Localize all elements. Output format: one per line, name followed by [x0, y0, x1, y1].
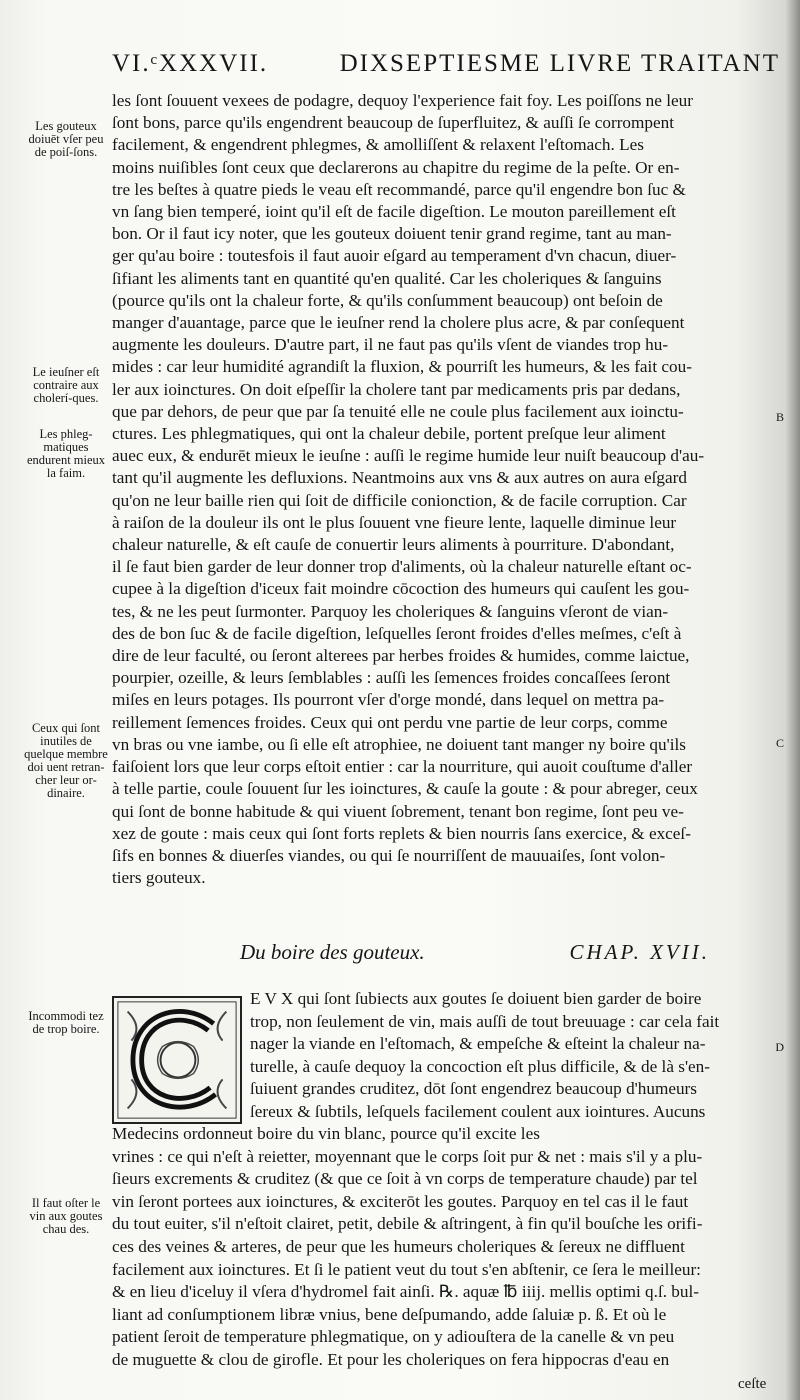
text-line: miſes en leurs potages. Ils pourront vſer d'orge mondé, dans lequel on mettra pa- [112, 690, 665, 710]
chapter-17-continued-text [112, 1123, 772, 1372]
text-line: du tout euiter, s'il n'eſtoit clairet, petit, debile & aſtringent, à fin qu'il bouſche les orifi- [112, 1214, 703, 1234]
text-line: ler aux ioinctures. On doit eſpeſſir la cholere tant par medicaments pris par dedans, [112, 379, 681, 399]
text-line: E V X qui ſont ſubiects aux goutes ſe doiuent bien garder de boire [250, 989, 702, 1008]
text-line: trop, non ſeulement de vin, mais auſſi de tout breuuage : car cela fait [250, 1011, 720, 1031]
text-line: à telle partie, coule ſouuent ſur les ioinctures, & cauſe la goute : & pour abreger, ceux [112, 779, 698, 799]
text-line: ſuiuent grandes cruditez, dōt ſont engendrez beaucoup d'humeurs [250, 1079, 697, 1099]
text-line: ſieurs excrements & cruditez (& que ce ſoit à vn corps de temperature chaude) par tel [112, 1169, 698, 1189]
text-line: vin ſeront portees aux ioinctures, & exciterōt les goutes. Parquoy en tel cas il le faut [112, 1191, 689, 1211]
folio-number: VI.ᶜXXXVII. [112, 50, 269, 77]
margin-note: Le ieuſner eſt contraire aux cholerí-ques. [32, 365, 100, 405]
text-line: turelle, à cauſe dequoy la concoction eſt plus difficile, & de là s'en- [250, 1056, 710, 1076]
chapter-title: Du boire des gouteux. [240, 940, 425, 964]
side-letter: C [775, 736, 784, 750]
text-line: nager la viande en l'eſtomach, & empeſche & eſteint la chaleur na- [250, 1034, 706, 1054]
text-line: & en lieu d'iceluy il vſera d'hydromel fait ainſi. ℞. aquæ ℔ iiij. mellis optimi q.ſ. bul- [112, 1282, 699, 1302]
text-line: vn ſang bien temperé, ioint qu'il eſt de facile digeſtion. Le mouton pareillement eſt [112, 202, 676, 222]
chapter-heading [240, 940, 710, 965]
text-line: facilement, & engendrent phlegmes, & amolliſſent & relaxent l'eſtomach. Les [112, 135, 644, 155]
section-1-text [112, 90, 767, 889]
text-line: auec eux, & endurēt mieux le ieuſne : auſſi le regime humide leur nuiſt beaucoup d'au- [112, 446, 705, 466]
text-line: tiers gouteux. [112, 868, 206, 888]
chapter-number: CHAP. XVII. [569, 940, 710, 964]
text-line: dire de leur faculté, ou ſeront alterees par herbes froides & humides, comme laictue, [112, 646, 690, 666]
side-letter: D [775, 1040, 784, 1054]
text-line: bon. Or il faut icy noter, que les gouteux doiuent tenir grand regime, tant au man- [112, 224, 672, 244]
ornament-icon [114, 998, 240, 1122]
text-line: ſifiant les aliments tant en quantité qu'en qualité. Car les choleriques & ſanguins [112, 268, 662, 288]
text-line: augmente les douleurs. D'autre part, il ne faut pas qu'ils vſent de viandes trop hu- [112, 335, 669, 355]
text-line: (pource qu'ils ont la chaleur forte, & qu'ils conſumment beaucoup) ont beſoin de [112, 290, 663, 310]
text-line: ces des veines & arteres, de peur que les humeurs choleriques & ſereux ne diffluent [112, 1236, 685, 1256]
running-title: DIXSEPTIESME LIVRE TRAITANT [339, 50, 780, 77]
text-line: faiſoient lors que leur corps eſtoit entier : car la nourriture, qui auoit couſtume d'aller [112, 757, 693, 777]
chapter-17-opening-text [250, 988, 770, 1124]
text-line: ſont bons, parce qu'ils engendrent beaucoup de ſuperfluitez, & auſſi ſe corrompent [112, 113, 674, 133]
text-line: que par dehors, de peur que par ſa tenuité elle ne coule plus facilement aux ioinctu- [112, 401, 684, 421]
margin-note: Il faut oſter le vin aux goutes chau des. [29, 1196, 103, 1236]
text-line: ger qu'au boire : toutesfois il faut auoir eſgard au temperament d'vn chacun, diuer- [112, 246, 677, 266]
margin-note: Ceux qui ſont inutiles de quelque membre doi uent retran-cher leur or-dinaire. [24, 721, 108, 800]
margin-note: Les gouteux doiuēt vſer peu de poiſ-ſons. [28, 119, 104, 159]
text-line: les ſont ſouuent vexees de podagre, dequoy l'experience fait foy. Les poiſſons ne leur [112, 91, 693, 110]
text-line: reillement ſemences froides. Ceux qui ont perdu vne partie de leur corps, comme [112, 712, 668, 732]
book-binding-edge [786, 0, 800, 1400]
text-line: mides : car leur humidité agrandiſt la fluxion, & pourriſt les humeurs, & les fait cou- [112, 357, 692, 377]
text-line: moins nuiſibles ſont ceux que declarerons au chapitre du regime de la peſte. Or en- [112, 157, 680, 177]
text-line: ctures. Les phlegmatiques, qui ont la chaleur debile, portent preſque leur aliment [112, 424, 666, 444]
text-line: xez de goute : mais ceux qui ſont forts replets & bien nourris ſans exercice, & exceſ- [112, 823, 691, 843]
text-line: tes, & ne les peut ſurmonter. Parquoy les choleriques & ſanguins vſeront de vian- [112, 601, 669, 621]
text-line: qu'on ne leur baille rien qui ſoit de difficile conionction, & de facile corruption. Car [112, 490, 687, 510]
running-head [112, 50, 780, 78]
text-line: cupee à la digeſtion d'iceux fait moindre cōcoction des humeurs qui cauſent les gou- [112, 579, 690, 599]
text-line: de muguette & clou de girofle. Et pour les choleriques on fera hippocras d'eau en [112, 1349, 670, 1369]
text-line: pourpier, ozeille, & leurs ſemblables : auſſi les ſemences froides concaſſees ſeront [112, 668, 671, 688]
text-line: facilement aux ioinctures. Et ſi le patient veut du tout s'en abſtenir, ce ſera le meilleur: [112, 1259, 701, 1279]
text-line: il ſe faut bien garder de leur donner trop d'aliments, où la chaleur naturelle eſtant oc- [112, 557, 692, 577]
side-letter: B [775, 410, 784, 424]
text-line: vrines : ce qui n'eſt à reietter, moyennant que le corps ſoit pur & net : mais s'il y a plu- [112, 1146, 703, 1166]
text-line: à raiſon de la douleur ils ont le plus ſouuent vne fieure lente, laquelle diminue leur [112, 512, 677, 532]
catchword: ceſte [738, 1376, 767, 1392]
text-line: liant ad conſumptionem libræ vnius, bene deſpumando, adde ſaluiæ p. ß. Et où le [112, 1304, 667, 1324]
text-line: ſifs en bonnes & diuerſes viandes, ou qui ſe nourriſſent de mauuaiſes, ſont volon- [112, 845, 666, 865]
decorated-initial-c [112, 996, 242, 1124]
margin-note: Les phleg-matiques endurent mieux la faim. [26, 427, 106, 480]
text-line: tant qu'il augmente les defluxions. Neantmoins aux vns & aux autres on aura eſgard [112, 468, 687, 488]
text-line: chaleur naturelle, & eſt cauſe de conuertir leurs aliments à pourriture. D'abondant, [112, 535, 675, 555]
text-line: vn bras ou vne iambe, ou ſi elle eſt atrophiee, ne doiuent tant manger ny boire qu'ils [112, 734, 686, 754]
text-line: tre les beſtes à quatre pieds le veau eſt recommandé, parce qu'il engendre bon ſuc & [112, 179, 686, 199]
text-line: Medecins ordonneut boire du vin blanc, pource qu'il excite les [112, 1124, 540, 1143]
text-line: ſereux & ſubtils, leſquels facilement coulent aux iointures. Aucuns [250, 1101, 706, 1121]
text-line: qui ſont de bonne habitude & qui viuent ſobrement, tenant bon regime, ſont peu ve- [112, 801, 684, 821]
text-line: patient ſeroit de temperature phlegmatique, on y adiouſtera de la canelle & vn peu [112, 1327, 675, 1347]
text-line: des de bon ſuc & de facile digeſtion, leſquelles ſeront froides d'elles meſmes, c'eſt à [112, 623, 682, 643]
margin-note: Incommodi tez de trop boire. [28, 1009, 104, 1036]
text-line: manger d'auantage, parce que le ieuſner rend la cholere plus acre, & par conſequent [112, 313, 685, 333]
